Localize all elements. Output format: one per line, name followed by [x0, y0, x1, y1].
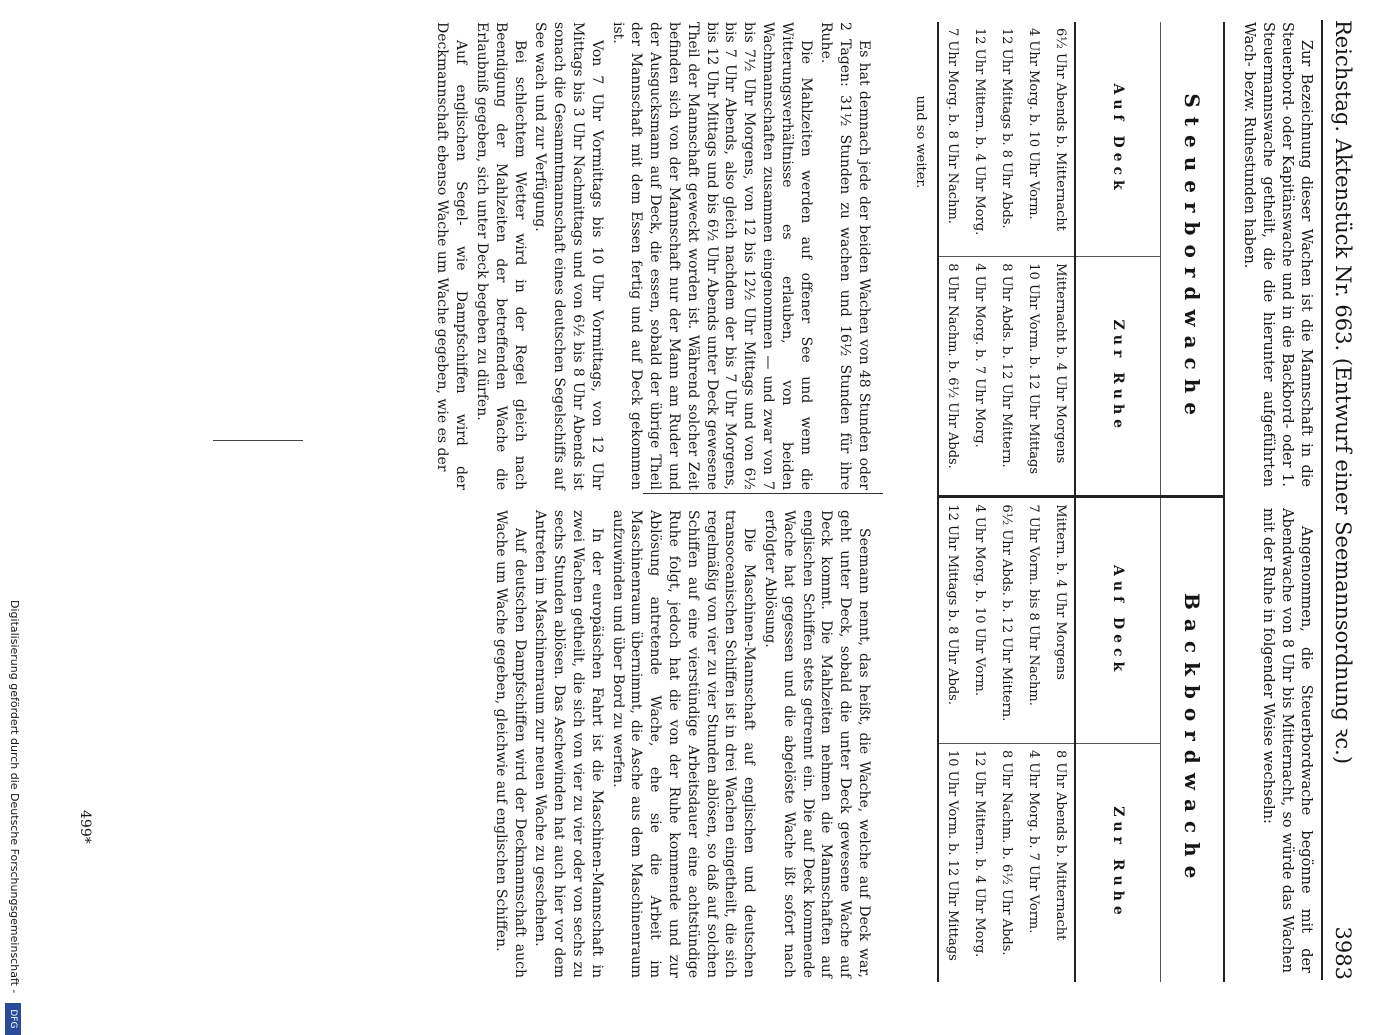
- dfg-logo: DFG: [5, 1003, 21, 1035]
- table-cell: 6½ Uhr Abds. b. 12 Uhr Mittern.: [993, 497, 1020, 744]
- table-cell: 4 Uhr Morg. b. 10 Uhr Vorm.: [1020, 22, 1047, 257]
- digitization-credit: [5, 600, 21, 1035]
- table-cell: 8 Uhr Abends b. Mitternacht: [1053, 749, 1068, 941]
- paragraph: Die Maschinen-Mannschaft auf englischen und deutschen transoceanischen Schiffen ist in drei Wachen eingetheilt, die sich regelmäßig von vier zu vier Stunden ablösen, so daß auf solchen Schiffen auf eine vierstündige Arbeitsdauer eine achtstündige Ruhe folgt, jedoch hat die von der Ruhe kommende und zur Ablösung antretende Wache, ehe sie die Arbeit im Maschinenraum übernimmt, die Asche aus dem Maschinenraum aufzuwinden und über Bord zu werfen.: [609, 510, 758, 978]
- table-row: [938, 22, 966, 982]
- table-cell: 4 Uhr Morg. b. 10 Uhr Vorm.: [966, 497, 993, 744]
- table-cell: 4 Uhr Morg. b. 7 Uhr Vorm.: [1026, 749, 1041, 934]
- section-rule: [213, 440, 303, 441]
- table-cell: 10 Uhr Vorm. b. 12 Uhr Mittags: [938, 743, 966, 982]
- paragraph: Auf englischen Segel- wie Dampfschiffen wird der Deckmannschaft ebenso Wache um Wache gegeben, wie es der: [434, 22, 470, 490]
- table-cell: 8 Uhr Nachm. b. 6½ Uhr Abds.: [999, 749, 1014, 956]
- table-cell: 7 Uhr Vorm. bis 8 Uhr Nachm.: [1020, 497, 1047, 744]
- table-cell: 6½ Uhr Abends b. Mitternacht: [1047, 22, 1075, 257]
- table-cell: 12 Uhr Mittern. b. 4 Uhr Morg.: [972, 749, 987, 958]
- table-cell: Mittern. b. 4 Uhr Morgens: [1047, 497, 1075, 744]
- table-cell: 8 Uhr Abds. b. 12 Uhr Mittern.: [993, 257, 1020, 497]
- paragraph: Auf deutschen Dampfschiffen wird der Deckmannschaft auch Wache um Wache gegeben, gleichwie auf englischen Schiffen.: [492, 510, 528, 978]
- page-header-title: Reichstag. Aktenstück Nr. 663. (Entwurf einer Seemannsordnung ꝛc.): [1331, 20, 1355, 765]
- subheader-auf-deck-2: Auf Deck: [1075, 497, 1161, 744]
- paragraph: Die Mahlzeiten werden auf offener See und wenn die Witterungsverhältnisse es erlauben, von beiden Wachmannschaften zusammen eingenommen — und zwar von 7 bis 7½ Uhr Morgens, von 12 bis 12½ Uhr Mittags und von 6½ bis 7 Uhr Abends, also gleich nachdem der bis 7 Uhr Morgens, bis 12 Uhr Mittags und bis 6½ Uhr Abends unter Deck gewesene Theil der Mannschaft geweckt worden ist. Während solcher Zeit befinden sich von der Mannschaft nur der Mann am Ruder und der Ausgucksmann auf Deck, die essen, sobald der übrige Theil der Mannschaft mit dem Essen fertig und auf Deck gekommen ist.: [609, 22, 814, 490]
- page-number: 3983: [1331, 926, 1355, 980]
- intro-right: [1258, 508, 1315, 973]
- table-cell: 7 Uhr Morg. b. 8 Uhr Nachm.: [938, 22, 966, 257]
- paragraph: Von 7 Uhr Vormittags bis 10 Uhr Vormittags, von 12 Uhr Mittags bis 3 Uhr Nachmittags und von 6½ bis 8 Uhr Abends ist sonach die Gesammtmannschaft eines deutschen Segelschiffs auf See wach und zur Verfügung.: [532, 22, 605, 490]
- table-cell: 12 Uhr Mittern. b. 4 Uhr Morg.: [966, 22, 993, 257]
- table-continuation: und so weiter.: [913, 95, 928, 189]
- intro-left-text: Zur Bezeichnung dieser Wachen ist die Mannschaft in die Steuerbord- oder Kapitänswache und in die Backbord- oder 1. Steuermannswache getheilt, die die hierunter aufgeführten Wach- bezw. Ruhestunden haben.: [1241, 22, 1314, 487]
- group-header-backbord: Backbordwache: [1161, 497, 1225, 982]
- table-cell: 10 Uhr Vorm. b. 12 Uhr Mittags: [1020, 257, 1047, 497]
- signature-mark: 499*: [77, 810, 93, 844]
- table-cell: 12 Uhr Mittags b. 8 Uhr Abds.: [993, 22, 1020, 257]
- body-column-left: [431, 22, 873, 490]
- subheader-zur-ruhe-2: Zur Ruhe: [1075, 743, 1161, 982]
- table-row: [1020, 22, 1047, 982]
- subheader-zur-ruhe-1: Zur Ruhe: [1075, 257, 1161, 497]
- group-header-steuerbord: Steuerbordwache: [1161, 22, 1225, 497]
- table-cell: 8 Uhr Nachm. b. 6½ Uhr Abds.: [938, 257, 966, 497]
- table-row: [1047, 22, 1075, 982]
- table-cell: Mitternacht b. 4 Uhr Morgens: [1047, 257, 1075, 497]
- table-cell: 12 Uhr Mittags b. 8 Uhr Abds.: [938, 497, 966, 744]
- intro-left: [1239, 22, 1315, 487]
- page-header: [1321, 20, 1363, 980]
- column-divider: [643, 493, 883, 494]
- watch-schedule-table: [937, 22, 1225, 982]
- subheader-auf-deck-1: Auf Deck: [1075, 22, 1161, 257]
- paragraph: Seemann nennt, das heißt, die Wache, welche auf Deck war, geht unter Deck, sobald die unter Deck gewesene Wache auf Deck kommt. Die Mahlzeiten nehmen die Mannschaften auf englischen Schiffen stets getrennt ein. Die auf Deck kommende Wache hat gegessen und die abgelöste Wache ißt sofort nach erfolgter Ablösung.: [762, 510, 872, 978]
- table-row: [993, 22, 1020, 982]
- digitization-note: Digitalisierung gefördert durch die Deutsche Forschungsgemeinschaft -: [8, 600, 21, 994]
- table-cell: 4 Uhr Morg. b. 7 Uhr Morg.: [966, 257, 993, 497]
- body-column-right: [489, 510, 873, 978]
- table-row: [966, 22, 993, 982]
- paragraph: In der europäischen Fahrt ist die Maschinen-Mannschaft in zwei Wachen getheilt, die sich von vier zu vier oder von sechs zu sechs Stunden ablösen. Das Aschewinden hat auch hier vor dem Antreten im Maschinenraum zur neuen Wache zu geschehen.: [532, 510, 605, 978]
- paragraph: Bei schlechtem Wetter wird in der Regel gleich nach Beendigung der Mahlzeiten der betreffenden Wache die Erlaubniß gegeben, sich unter Deck begeben zu dürfen.: [474, 22, 528, 490]
- intro-right-text: Angenommen, die Steuerbordwache begönne mit der Abendwache von 8 Uhr bis Mitternacht, so würde das Wachen mit der Ruhe in folgender Weise wechseln:: [1260, 508, 1314, 973]
- paragraph: Es hat demnach jede der beiden Wachen von 48 Stunden oder 2 Tagen: 31½ Stunden zu wachen und 16½ Stunden für ihre Ruhe.: [818, 22, 872, 490]
